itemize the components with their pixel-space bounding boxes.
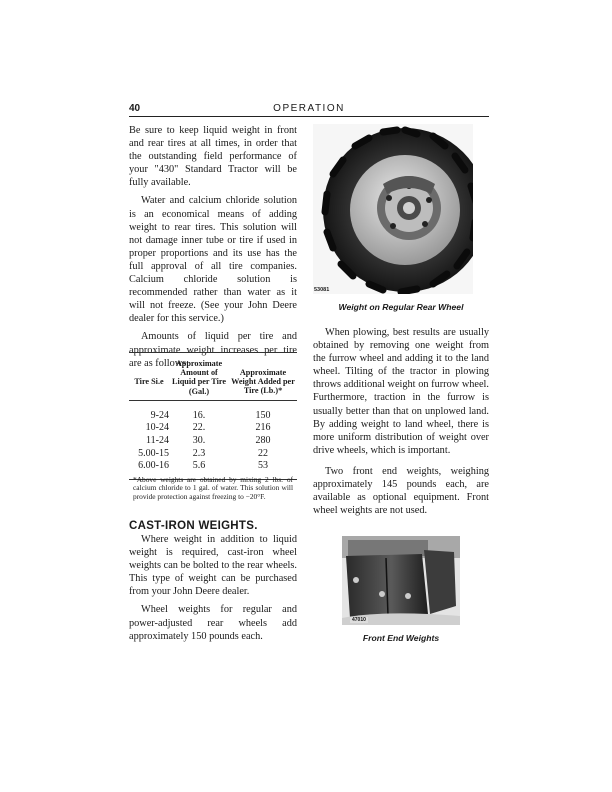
- cell-liquid: 22.: [192, 422, 206, 434]
- table-footnote: *Above weights are obtained by mixing 2 lbs. of calcium chloride to 1 gal. of water. This solution will provide protection against freezing to −20°F.: [133, 475, 293, 501]
- figure1-caption: Weight on Regular Rear Wheel: [338, 302, 464, 312]
- paragraph-plowing: When plowing, best results are usually obtained by removing one weight from the furrow wheel and adding it to the land wheel. Tilting of the tractor in plowing throws additional weight on furrow wheel. Furthermore, traction in the furrow is usually better than that on unplowed land. By adding weight to land wheel, there is more uniform distribution of weight over drive wheels, which is important.: [313, 327, 489, 456]
- paragraph-amounts: Amounts of liquid per tire and approximate weight increases per tire are as follows:: [129, 331, 297, 369]
- section-heading-cast-iron: CAST-IRON WEIGHTS.: [129, 520, 258, 532]
- paragraph-front-weights: Two front end weights, weighing approximately 145 pounds each, are available as optional equipment. Front wheel weights are not used.: [313, 465, 489, 517]
- col-header-weight: Approximate Weight Added per Tire (Lb.)*: [231, 368, 295, 396]
- paragraph-calcium-chloride: Water and calcium chloride solution is an economical means of adding weight to rear tires. This solution will not damage inner tube or tire if used in proper proportions and its use has the full approval of all tire companies. Calcium chloride solution is recommended rather than water as it will not freeze. (See your John Deere dealer for this service.): [129, 195, 297, 325]
- cell-liquid: 5.6: [192, 460, 206, 472]
- table-row: [129, 410, 297, 423]
- cell-size: 10-24: [145, 422, 169, 434]
- rear-wheel-weight-photo: [313, 124, 473, 294]
- cell-liquid: 30.: [192, 435, 206, 446]
- cell-weight: 150: [255, 409, 271, 421]
- table-header: [129, 353, 297, 401]
- figure1-code: 53081: [314, 287, 330, 293]
- table-row: [129, 435, 297, 448]
- running-header: OPERATION: [273, 103, 345, 114]
- cell-weight: 280: [255, 435, 271, 446]
- table-row: [129, 422, 297, 435]
- paragraph-cast-iron: Where weight in addition to liquid weight is required, cast-iron wheel weights can be bolted to the rear wheels. This type of weight can be purchased from your John Deere dealer.: [129, 534, 297, 598]
- cell-size: 5.00-15: [138, 447, 169, 459]
- liquid-weight-table: [129, 352, 297, 480]
- table-row: [129, 460, 297, 473]
- header-rule: [129, 116, 489, 117]
- intro-text: [129, 124, 297, 375]
- cell-size: 11-24: [146, 435, 169, 446]
- cell-size: 6.00-16: [138, 460, 169, 472]
- paragraph-liquid-weight: Be sure to keep liquid weight in front and rear tires at all times, in order that the outstanding field performance of your "430" Standard Tractor will be fully available.: [129, 125, 297, 189]
- front-end-weights-photo: [342, 536, 460, 625]
- col-header-liquid: Approximate Amount of Liquid per Tire (Gal.): [172, 359, 226, 396]
- cell-weight: 216: [255, 422, 271, 434]
- table-row: [129, 448, 297, 461]
- right-column-text: [313, 326, 489, 525]
- cell-weight: 53: [258, 460, 268, 472]
- figure2-code: 47010: [352, 617, 366, 623]
- cell-liquid: 16.: [192, 409, 206, 421]
- cell-liquid: 2.3: [192, 447, 206, 459]
- table-body: [129, 401, 297, 479]
- cell-weight: 22: [258, 447, 268, 459]
- page-number: 40: [129, 103, 141, 114]
- cast-iron-text: [129, 533, 297, 648]
- paragraph-wheel-weights: Wheel weights for regular and power-adjusted rear wheels add approximately 150 pounds each.: [129, 604, 297, 642]
- col-header-tire-size: Tire Si.e: [134, 377, 164, 386]
- figure2-caption: Front End Weights: [362, 633, 440, 643]
- cell-size: 9-24: [150, 409, 169, 421]
